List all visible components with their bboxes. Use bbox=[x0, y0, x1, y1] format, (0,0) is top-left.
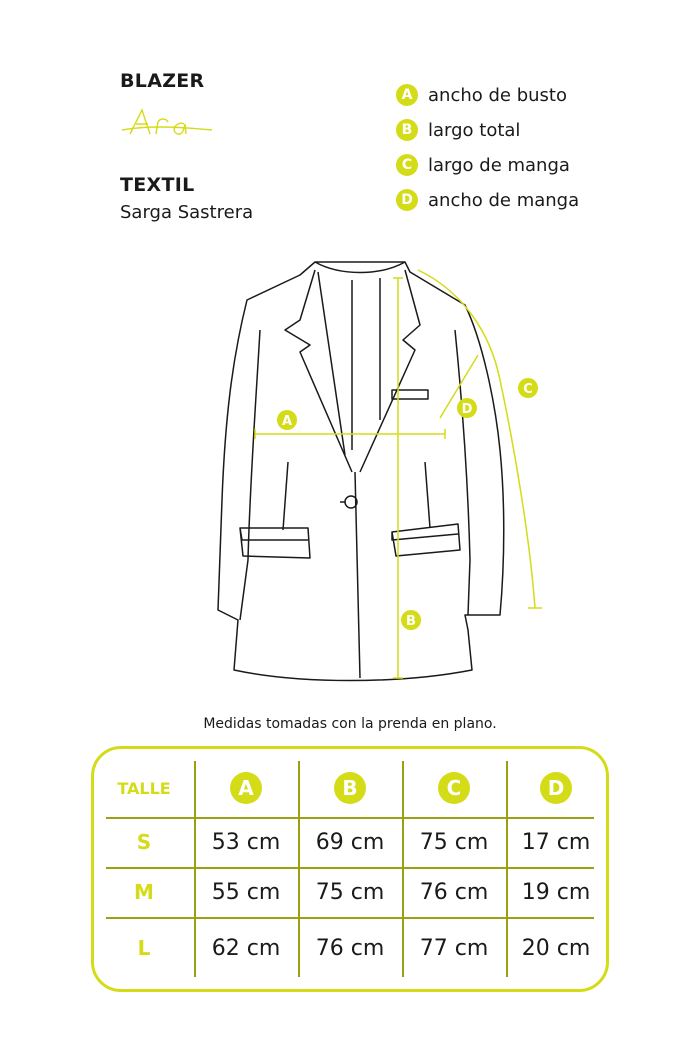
row-size-l: L bbox=[137, 936, 151, 960]
left-sleeve-seam bbox=[240, 330, 260, 620]
left-lapel bbox=[285, 270, 352, 472]
legend-label-a: ancho de busto bbox=[428, 84, 567, 106]
cell-l-d: 20 cm bbox=[521, 935, 591, 961]
header-badge-b: B bbox=[334, 772, 366, 804]
left-dart bbox=[283, 462, 288, 530]
cell-m-d: 19 cm bbox=[521, 879, 591, 905]
textile-label: TEXTIL bbox=[120, 174, 195, 196]
cell-m-a: 55 cm bbox=[211, 879, 281, 905]
cell-s-d: 17 cm bbox=[521, 829, 591, 855]
cell-l-a: 62 cm bbox=[211, 935, 281, 961]
table-header-b bbox=[298, 759, 402, 817]
left-hip-pocket bbox=[240, 528, 310, 558]
legend-label-c: largo de manga bbox=[428, 154, 570, 176]
table-header-a bbox=[194, 759, 298, 817]
cell-m-c: 76 cm bbox=[419, 879, 489, 905]
legend-label-b: largo total bbox=[428, 119, 521, 141]
cell-l-c: 77 cm bbox=[419, 935, 489, 961]
cell-s-b: 69 cm bbox=[315, 829, 385, 855]
legend-item-b bbox=[396, 117, 520, 143]
legend-item-a bbox=[396, 82, 567, 108]
brand-logo bbox=[120, 104, 220, 144]
right-lapel bbox=[360, 270, 420, 472]
row-size-s: S bbox=[136, 830, 152, 854]
size-header-label: TALLE bbox=[117, 778, 171, 798]
diagram-markers bbox=[277, 378, 538, 630]
header-badge-a: A bbox=[230, 772, 262, 804]
product-title: BLAZER bbox=[120, 70, 205, 92]
cell-l-b: 76 cm bbox=[315, 935, 385, 961]
legend-item-c bbox=[396, 152, 570, 178]
badge-d: D bbox=[396, 189, 418, 211]
badge-a: A bbox=[396, 84, 418, 106]
cell-m-b: 75 cm bbox=[315, 879, 385, 905]
right-hip-pocket bbox=[392, 524, 460, 556]
marker-c-label: C bbox=[523, 382, 533, 397]
header-badge-d: D bbox=[540, 772, 572, 804]
badge-c: C bbox=[396, 154, 418, 176]
size-table bbox=[91, 746, 609, 992]
badge-b: B bbox=[396, 119, 418, 141]
collar-back bbox=[315, 262, 405, 273]
marker-d-label: D bbox=[461, 402, 473, 417]
row-size-m: M bbox=[134, 880, 154, 904]
table-header-size bbox=[94, 759, 194, 817]
blazer-diagram bbox=[0, 240, 700, 700]
marker-b-label: B bbox=[406, 614, 416, 629]
marker-a-label: A bbox=[281, 414, 293, 429]
measurement-note: Medidas tomadas con la prenda en plano. bbox=[203, 716, 497, 732]
legend-label-d: ancho de manga bbox=[428, 189, 580, 211]
fabric-name: Sarga Sastrera bbox=[120, 202, 254, 223]
inner-neck-left bbox=[318, 272, 345, 455]
header-badge-c: C bbox=[438, 772, 470, 804]
right-dart bbox=[425, 462, 430, 528]
measure-line-c bbox=[418, 270, 535, 608]
cell-s-a: 53 cm bbox=[211, 829, 281, 855]
cell-s-c: 75 cm bbox=[419, 829, 489, 855]
table-header-d bbox=[506, 759, 606, 817]
legend-item-d bbox=[396, 187, 579, 213]
table-header-c bbox=[402, 759, 506, 817]
